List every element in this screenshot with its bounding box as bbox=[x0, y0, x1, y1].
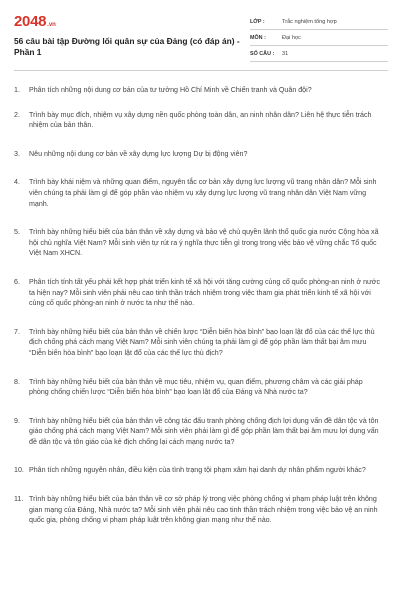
question-number: 2. bbox=[14, 110, 20, 119]
question-number: 5. bbox=[14, 228, 20, 237]
question-item bbox=[14, 110, 388, 131]
meta-row-subject bbox=[250, 30, 388, 46]
meta-table bbox=[250, 14, 388, 62]
question-item bbox=[14, 85, 388, 96]
question-text: Trình bày khái niệm và những quan điểm, nguyên tắc cơ bản xây dựng lực lượng vũ trang nhân dân? Mỗi sinh viên chúng ta phải làm gì để góp phần vào nhiệm vụ xây dựng lực lượng vũ trang nhân dân Việt Nam vững mạnh. bbox=[29, 178, 377, 208]
question-number: 3. bbox=[14, 149, 20, 158]
question-text: Phân tích những nguyên nhân, điều kiện của tình trạng tội phạm xâm hại danh dự nhân phẩm người khác? bbox=[29, 466, 366, 475]
question-list bbox=[14, 85, 388, 526]
question-text: Trình bày những hiểu biết của bản thân về chiến lược “Diễn biến hòa bình” bạo loạn lật đổ của các thế lực thù địch chống phá cách mạng Việt Nam? Mỗi sinh viên chúng ta phải làm gì để góp phần làm thất bại âm mưu “Diễn biến hòa bình” bạo loạn lật đổ của các thế lực thù địch? bbox=[29, 327, 375, 357]
question-item bbox=[14, 377, 388, 398]
question-item bbox=[14, 465, 388, 476]
question-number: 11. bbox=[14, 495, 24, 504]
question-text: Phân tích tính tất yếu phải kết hợp phát triển kinh tế xã hội với tăng cường củng cố quốc phòng-an ninh ở nước ta hiện nay? Mỗi sinh viên phải nêu cao tinh thần trách nhiệm trong việc tham gia phát triển kinh tế xã hội với củng cố quốc phòng-an ninh ở nước ta như thế nào. bbox=[29, 277, 381, 308]
question-item bbox=[14, 227, 388, 259]
question-item bbox=[14, 149, 388, 160]
question-item bbox=[14, 277, 388, 309]
logo-main-text: 2048 bbox=[14, 13, 47, 30]
question-item bbox=[14, 416, 388, 448]
question-number: 8. bbox=[14, 377, 20, 386]
question-text: Trình bày mục đích, nhiệm vụ xây dựng nền quốc phòng toàn dân, an ninh nhân dân? Liên hệ thực tiễn trách nhiệm của bản thân. bbox=[29, 110, 372, 130]
question-number: 4. bbox=[14, 178, 20, 187]
question-number: 10. bbox=[14, 466, 24, 475]
meta-row-count bbox=[250, 46, 388, 62]
meta-row-class bbox=[250, 14, 388, 30]
meta-key: MÔN : bbox=[250, 34, 266, 41]
logo-tld-text: .vn bbox=[47, 22, 56, 28]
meta-value: 31 bbox=[282, 50, 289, 57]
question-text: Trình bày những hiểu biết của bản thân về công tác đấu tranh phòng chống địch lợi dụng vấn đề dân tộc và tôn giáo chống phá cách mạng Việt Nam? Mỗi sinh viên phải làm gì để góp phần làm thất bại âm mưu lợi dụng vấn đề dân tộc và tôn giáo của kẻ địch chống lại cách mạng nước ta? bbox=[29, 416, 379, 446]
meta-key: SỐ CÂU : bbox=[250, 50, 275, 57]
question-number: 6. bbox=[14, 277, 20, 286]
question-text: Trình bày những hiểu biết của bản thân về mục tiêu, nhiệm vụ, quan điểm, phương châm và các giải pháp phòng chống chiến lược “Diễn biến hòa bình” bạo loạn lật đổ của Đảng và Nhà nước ta? bbox=[29, 377, 363, 397]
question-item bbox=[14, 494, 388, 526]
header-left bbox=[14, 14, 246, 62]
question-text: Trình bày những hiểu biết của bản thân về xây dựng và bảo vệ chủ quyền lãnh thổ quốc gia nước Cộng hòa xã hội chủ nghĩa Việt Nam? Mỗi sinh viên tự rút ra ý nghĩa thực tiễn gì trong trong việc bảo vệ vững chắc Tổ quốc Việt Nam XHCN. bbox=[29, 228, 379, 258]
site-logo[interactable] bbox=[14, 14, 246, 29]
meta-value: Trắc nghiệm tổng hợp bbox=[282, 18, 337, 25]
document-header bbox=[14, 0, 388, 62]
question-item bbox=[14, 327, 388, 359]
question-text: Trình bày những hiểu biết của bản thân về cơ sở pháp lý trong việc phòng chống vi phạm pháp luật trên không gian mạng của Đảng, Nhà nước ta? Mỗi sinh viên phải nêu cao tinh thần trách nhiệm trong việc bảo vệ an ninh quốc gia, phòng chống vi phạm pháp luật trên không gian mạng như thế nào. bbox=[29, 495, 378, 525]
question-number: 9. bbox=[14, 416, 20, 425]
meta-value: Đại học bbox=[282, 34, 301, 41]
question-number: 1. bbox=[14, 86, 20, 94]
question-number: 7. bbox=[14, 327, 20, 336]
document-title: 56 câu bài tập Đường lối quân sự của Đảng (có đáp án) - Phần 1 bbox=[14, 36, 240, 57]
meta-key: LỚP : bbox=[250, 18, 265, 25]
question-text: Phân tích những nội dung cơ bản của tư tưởng Hồ Chí Minh về Chiến tranh và Quân đội? bbox=[29, 86, 312, 94]
question-text: Nêu những nội dung cơ bản về xây dựng lực lượng Dự bị động viên? bbox=[29, 149, 248, 158]
header-divider bbox=[14, 70, 388, 71]
question-item bbox=[14, 177, 388, 209]
